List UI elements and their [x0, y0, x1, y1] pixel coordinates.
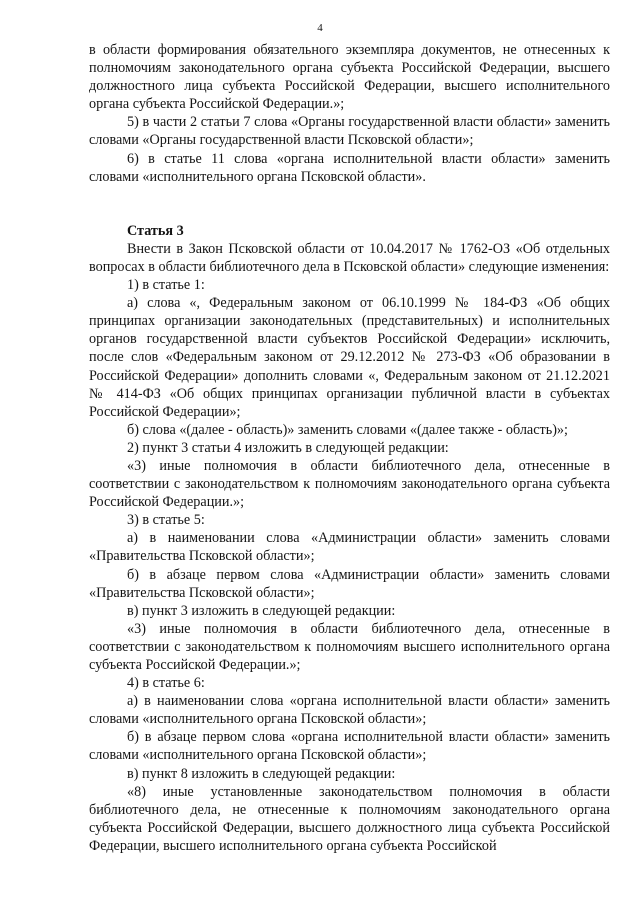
article-paragraph: в) пункт 3 изложить в следующей редакции:: [127, 602, 396, 619]
article-paragraph: 4) в статье 6:: [127, 675, 205, 692]
article-paragraph: 1) в статье 1:: [127, 277, 205, 294]
article-paragraph: в) пункт 8 изложить в следующей редакции:: [127, 765, 396, 782]
article-paragraph: «3) иные полномочия в области библиотечного дела, отнесенные в соответствии с законодательством к полномочиям высшего исполнительного органа субъекта Российской Федерации.»;: [89, 620, 610, 673]
paragraph: 5) в части 2 статьи 7 слова «Органы государственной власти области» заменить словами «Органы государственной власти Псковской области»;: [89, 114, 610, 149]
article-paragraph: а) в наименовании слова «органа исполнительной власти области» заменить словами «исполнительного органа Псковской области»;: [89, 693, 610, 728]
article-paragraph: б) слова «(далее - область)» заменить словами «(далее также - область)»;: [127, 421, 568, 438]
article-paragraph: «3) иные полномочия в области библиотечного дела, отнесенные в соответствии с законодательством к полномочиям законодательного органа субъекта Российской Федерации.»;: [89, 457, 610, 511]
document-body: [89, 41, 610, 855]
article-paragraph: Внести в Закон Псковской области от 10.04.2017 № 1762-ОЗ «Об отдельных вопросах в области библиотечного дела в Псковской области» следующие изменения:: [89, 240, 610, 275]
article-paragraph: б) в абзаце первом слова «органа исполнительной власти области» заменить словами «исполнительного органа Псковской области»;: [89, 729, 610, 764]
page-number: 4: [317, 22, 323, 34]
paragraph: 6) в статье 11 слова «органа исполнительной власти области» заменить словами «исполнительного органа Псковской области».: [89, 150, 610, 185]
article-paragraph: а) слова «, Федеральным законом от 06.10.1999 № 184-ФЗ «Об общих принципах организации законодательных (представительных) и исполнительных органов государственной власти субъектов Российской Федерации» исключить, после слов «Федеральным законом от 29.12.2012 № 273-ФЗ «Об образовании в Российской Федерации» дополнить словами «, Федеральным законом от 21.12.2021 № 414-ФЗ «Об общих принципах организации публичной власти в субъектах Российской Федерации»;: [89, 295, 610, 420]
article-paragraph: а) в наименовании слова «Администрации области» заменить словами «Правительства Псковской области»;: [89, 530, 610, 565]
article-heading: Статья 3: [127, 222, 184, 239]
paragraph: в области формирования обязательного экземпляра документов, не отнесенных к полномочиям законодательного органа субъекта Российской Федерации, высшего должностного лица субъекта Российской Федерации, высшего исполнительного органа субъекта Российской Федерации.»;: [89, 42, 610, 113]
article-paragraph: б) в абзаце первом слова «Администрации области» заменить словами «Правительства Псковской области»;: [89, 566, 610, 601]
article-paragraph: 2) пункт 3 статьи 4 изложить в следующей редакции:: [127, 439, 449, 456]
article-paragraph: 3) в статье 5:: [127, 512, 205, 529]
article-paragraph: «8) иные установленные законодательством полномочия в области библиотечного дела, не отнесенные к полномочиям законодательного органа субъекта Российской Федерации, высшего должностного лица субъекта Российской Федерации, высшего исполнительного органа субъекта Российской: [89, 783, 610, 854]
